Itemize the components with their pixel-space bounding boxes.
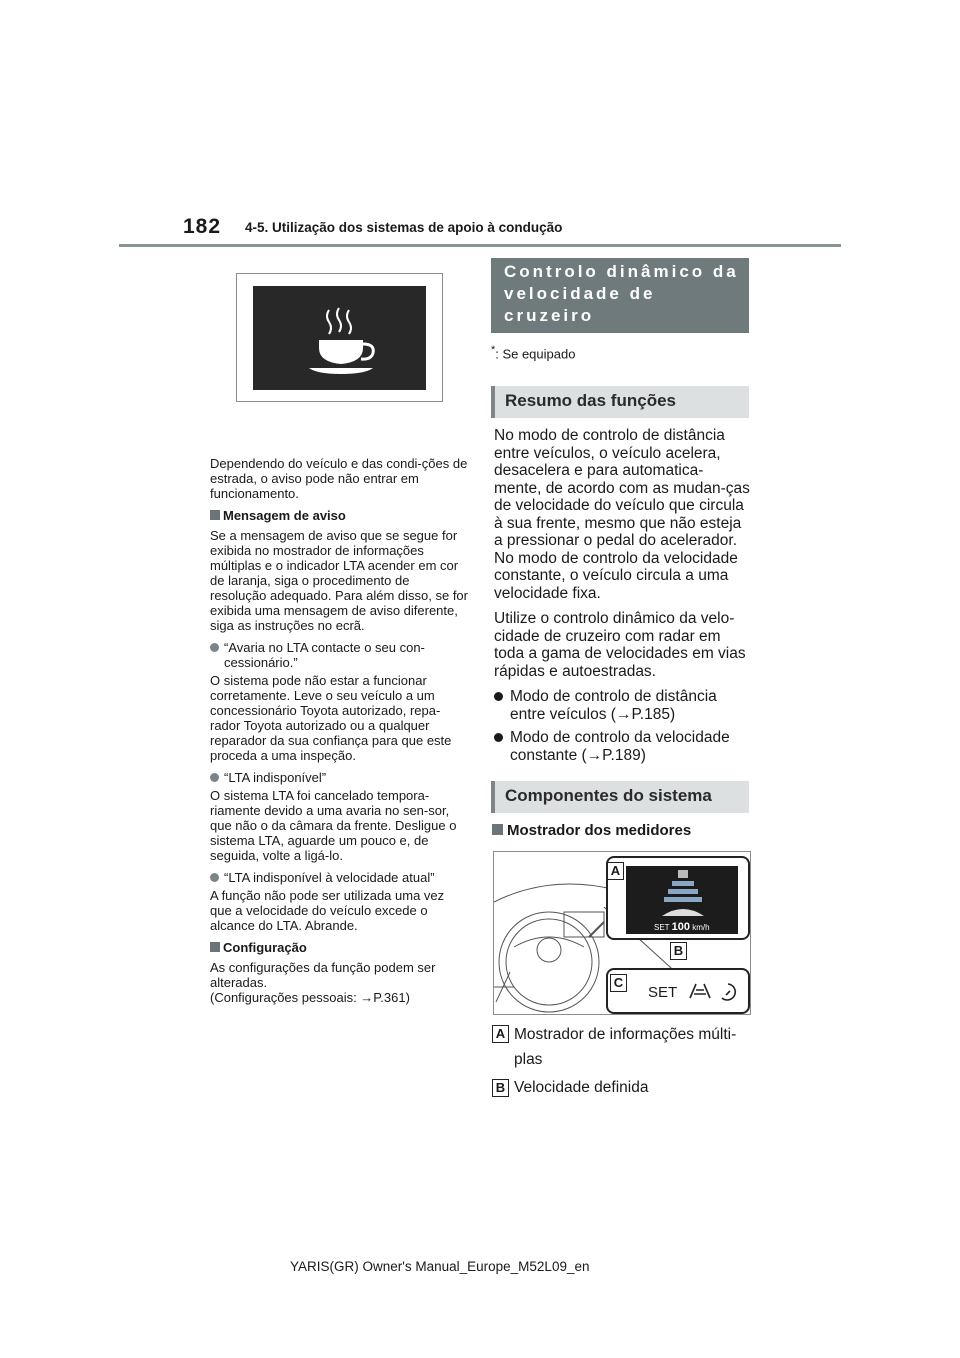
section-title: 4-5. Utilização dos sistemas de apoio à condução (245, 220, 563, 235)
footer-manual-id: YARIS(GR) Owner's Manual_Europe_M52L09_en (290, 1259, 590, 1274)
main-section-title: Controlo dinâmico da velocidade de cruzeiro com radar* (491, 258, 749, 333)
warning-illustration (236, 273, 443, 402)
legend-text: Velocidade definida (514, 1079, 649, 1096)
callout-label-a: A (607, 862, 624, 880)
footnote: *: Se equipado (491, 344, 576, 362)
square-bullet-icon (210, 942, 220, 952)
config-reference[interactable]: (Configurações pessoais: →P.361) (210, 990, 410, 1005)
message-text: A função não pode ser utilizada uma vez que a velocidade do veículo excede o alcance do LTA. Abrande. (210, 888, 445, 933)
page-number: 182 (183, 215, 222, 238)
bullet-icon (210, 873, 219, 882)
bullet-icon (210, 773, 219, 782)
summary-paragraph: No modo de controlo de distância entre veículos, o veículo acelera, desacelera e para automatica-mente, de acordo com as mudan-ças de velocidade do veículo que circula à sua frente, mesmo que não esteja a pressionar o pedal do acelerador. No modo de controlo da velocidade constante, o veículo circula a uma velocidade fixa. (494, 427, 750, 602)
set-indicator: SET (648, 984, 678, 1001)
multi-info-display (626, 866, 738, 934)
message-title: “Avaria no LTA contacte o seu con-cessionário.” (210, 640, 468, 670)
coffee-cup-icon (253, 286, 426, 390)
bullet-icon (494, 733, 503, 742)
callout-label-b: B (670, 942, 687, 960)
bullet-icon (210, 643, 219, 652)
config-text: As configurações da função podem ser alteradas. (210, 960, 436, 990)
message-text: O sistema LTA foi cancelado tempora-riamente devido a uma avaria no sen-sor, que não o da câmara da frente. Desligue o sistema LTA, aguarde um pouco e, de seguida, volte a ligá-lo. (210, 788, 457, 863)
mode-item[interactable]: Modo de controlo de distância entre veículos (→P.185) (494, 688, 750, 723)
set-speed-readout: SET 100 km/h (654, 921, 710, 933)
meter-diagram (493, 851, 751, 1015)
meters-heading: Mostrador dos medidores (492, 822, 691, 839)
left-column (210, 456, 468, 1012)
square-bullet-icon (210, 510, 220, 520)
cruise-indicator-icons (688, 980, 743, 1002)
intro-text: Dependendo do veículo e das condi-ções de estrada, o aviso pode não entrar em funcionamento. (210, 456, 468, 501)
summary-heading: Resumo das funções (491, 386, 749, 418)
summary-paragraph: Utilize o controlo dinâmico da velo-cidade de cruzeiro com radar em toda a gama de velocidades em vias rápidas e autoestradas. (494, 610, 746, 680)
config-heading: Configuração (210, 940, 468, 955)
message-text: O sistema pode não estar a funcionar corretamente. Leve o seu veículo a um concessionário Toyota autorizado, repa-rador Toyota autorizado ou a qualquer reparador da sua confiança para que este proceda a uma inspeção. (210, 673, 452, 763)
message-title: “LTA indisponível à velocidade atual” (210, 870, 468, 885)
mode-item[interactable]: Modo de controlo da velocidade constante (→P.189) (494, 729, 750, 764)
callout-label-c: C (610, 974, 627, 992)
legend-label: B (492, 1079, 509, 1097)
warning-heading: Mensagem de aviso (210, 508, 468, 523)
legend-label: A (492, 1025, 509, 1043)
message-title: “LTA indisponível” (210, 770, 468, 785)
legend-text: Mostrador de informações múlti-plas (514, 1026, 737, 1068)
header-divider (119, 244, 841, 247)
components-heading: Componentes do sistema (491, 781, 749, 813)
multi-info-panel (606, 856, 750, 940)
indicator-panel (606, 968, 750, 1014)
summary-body (494, 427, 750, 770)
square-bullet-icon (492, 824, 503, 835)
warning-text: Se a mensagem de aviso que se segue for exibida no mostrador de informações múltiplas e o indicador LTA acender em cor de laranja, siga o procedimento de resolução adequado. Para além disso, se for exibida uma mensagem de aviso diferente, siga as instruções no ecrã. (210, 528, 468, 633)
bullet-icon (494, 692, 503, 701)
